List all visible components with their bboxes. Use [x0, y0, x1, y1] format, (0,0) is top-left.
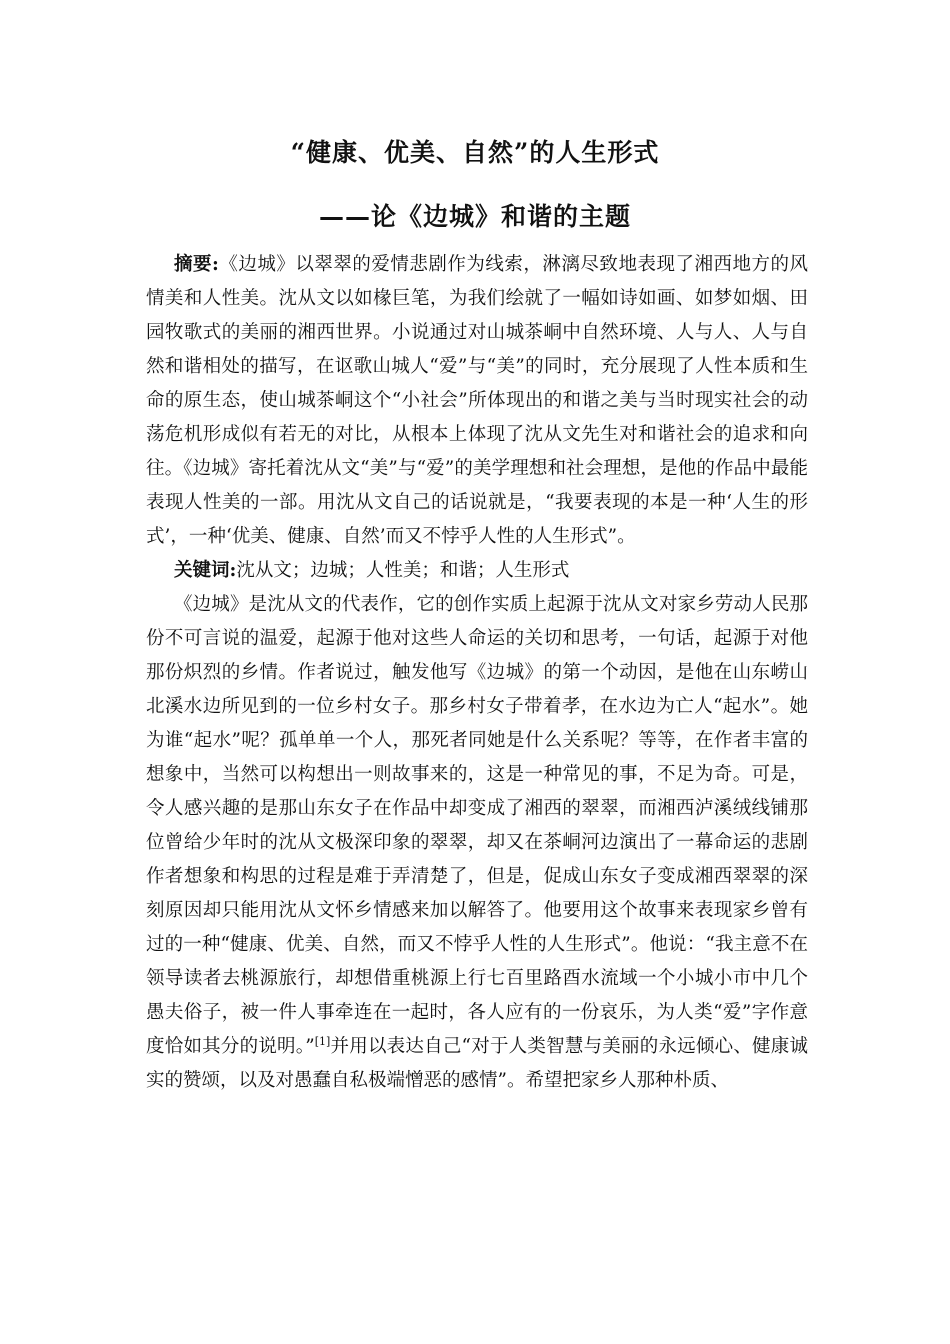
abstract-text: 《边城》以翠翠的爱情悲剧作为线索，淋漓尽致地表现了湘西地方的风情美和人性美。沈从文以如椽巨笔，为我们绘就了一幅如诗如画、如梦如烟、田园牧歌式的美丽的湘西世界。小说通过对山城茶峒中自然环境、人与人、人与自然和谐相处的描写，在讴歌山城人“爱”与“美”的同时，充分展现了人性本质和生命的原生态，使山城茶峒这个“小社会”所体现出的和谐之美与当时现实社会的动荡危机形成似有若无的对比，从根本上体现了沈从文先生对和谐社会的追求和向往。《边城》寄托着沈从文“美”与“爱”的美学理想和社会理想，是他的作品中最能表现人性美的一部。用沈从文自己的话说就是，“我要表现的本是一种‘人生的形式’，一种‘优美、健康、自然’而又不悖乎人性的人生形式”。 [146, 254, 808, 547]
paper-subtitle: ——论《边城》和谐的主题 [318, 202, 631, 231]
paper-body [146, 248, 808, 1098]
abstract-label: 摘要: [174, 254, 219, 275]
keywords-text: 沈从文；边城；人性美；和谐；人生形式 [236, 560, 570, 581]
body-paragraph [146, 588, 808, 1098]
citation-ref: [1] [314, 1035, 331, 1048]
keywords-label: 关键词: [174, 560, 237, 581]
body-text-part2: 并用以表达自己“对于人类智慧与美丽的永远倾心、健康诚实的赞颂，以及对愚蠢自私极端憎恶的感情”。希望把家乡人那种朴质、 [146, 1036, 808, 1091]
keywords-paragraph [146, 554, 808, 588]
body-text-part1: 《边城》是沈从文的代表作，它的创作实质上起源于沈从文对家乡劳动人民那份不可言说的温爱，起源于他对这些人命运的关切和思考，一句话，起源于对他那份炽烈的乡情。作者说过，触发他写《边城》的第一个动因，是他在山东崂山北溪水边所见到的一位乡村女子。那乡村女子带着孝，在水边为亡人“起水”。她为谁“起水”呢？孤单单一个人，那死者同她是什么关系呢？等等，在作者丰富的想象中，当然可以构想出一则故事来的，这是一种常见的事，不足为奇。可是，令人感兴趣的是那山东女子在作品中却变成了湘西的翠翠，而湘西泸溪绒线铺那位曾给少年时的沈从文极深印象的翠翠，却又在茶峒河边演出了一幕命运的悲剧作者想象和构思的过程是难于弄清楚了，但是，促成山东女子变成湘西翠翠的深刻原因却只能用沈从文怀乡情感来加以解答了。他要用这个故事来表现家乡曾有过的一种“健康、优美、自然，而又不悖乎人性的人生形式”。他说：“我主意不在领导读者去桃源旅行，却想借重桃源上行七百里路酉水流域一个小城小市中几个愚夫俗子，被一件人事牵连在一起时，各人应有的一份哀乐，为人类“爱”字作意度恰如其分的说明。” [146, 594, 808, 1057]
paper-title: “健康、优美、自然”的人生形式 [290, 138, 660, 167]
abstract-paragraph [146, 248, 808, 554]
